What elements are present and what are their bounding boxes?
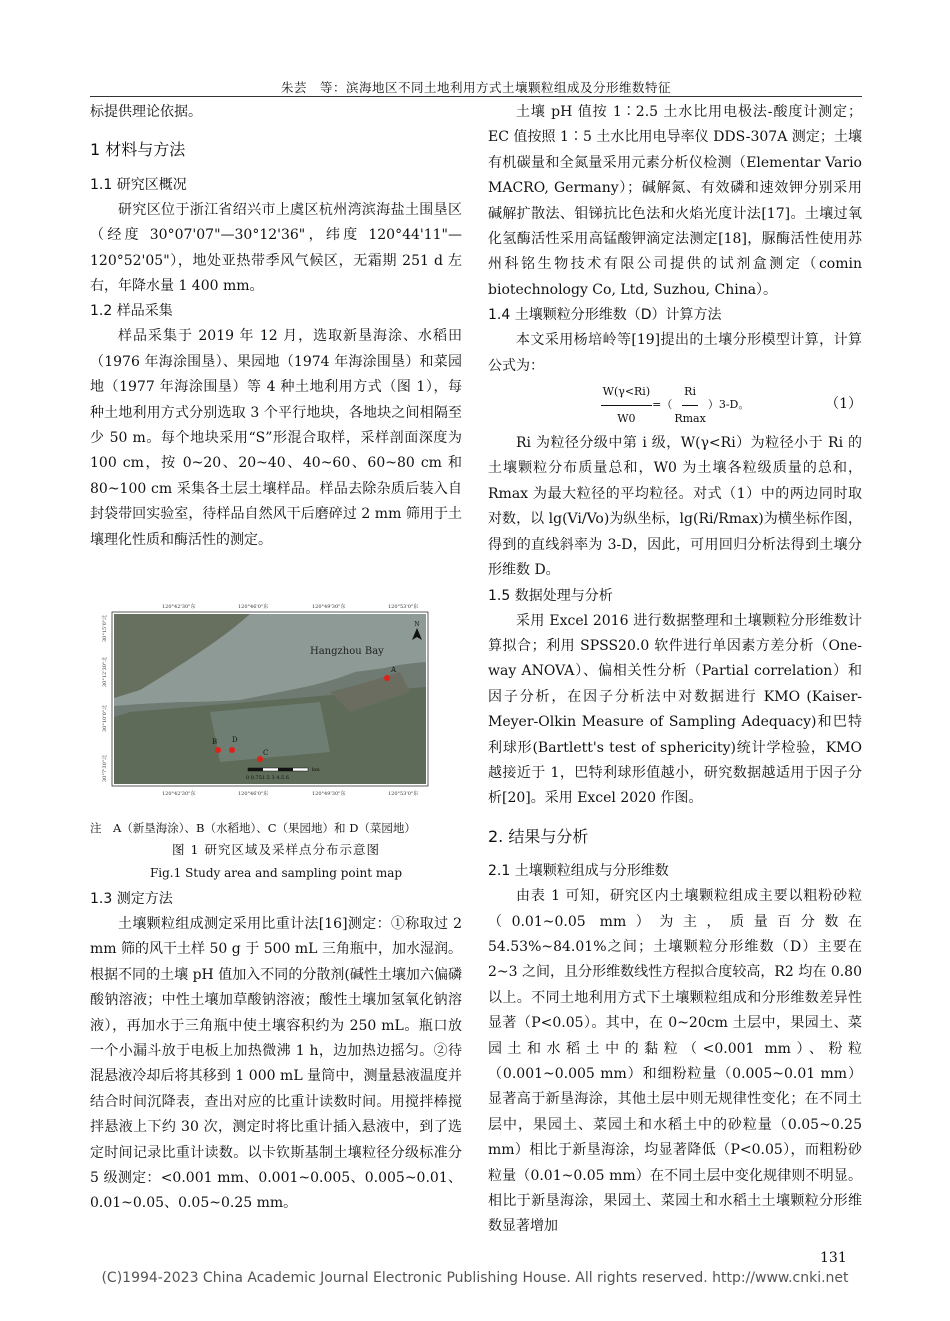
copyright-footer: (C)1994-2023 China Academic Journal Electronic Publishing House. All rights reserved. http://www.cnki.net: [101, 1270, 849, 1286]
fraction-left: [601, 379, 652, 431]
exponent: ）3-D。: [707, 398, 750, 412]
map-bottom-tick: 120°42'30"东: [162, 791, 196, 797]
fraction-denominator: Rmax: [674, 411, 706, 425]
north-label: N: [414, 621, 420, 628]
section-heading-2-1: 2.1 土壤颗粒组成与分形维数: [488, 863, 669, 880]
paragraph-study-area: 研究区位于浙江省绍兴市上虞区杭州湾滨海盐土围垦区（经度 30°07'07"—30°12'36"，纬度 120°44'11"—120°52'05"），地处亚热带季风气候区，无霜期 251 d 左右，年降水量 1 400 mm。: [90, 201, 462, 295]
map-bottom-tick: 120°46'0"东: [238, 791, 269, 797]
equation-number: （1）: [825, 396, 863, 413]
map-top-tick: 120°53'0"东: [388, 604, 419, 610]
figure-caption-en: Fig.1 Study area and sampling point map: [149, 866, 403, 880]
paragraph-methods: 土壤颗粒组成测定采用比重计法[16]测定：①称取过 2 mm 筛的风干土样 50 g 于 500 mL 三角瓶中，加水湿润。根据不同的土壤 pH 值加入不同的分散剂(碱性土壤加六偏磷酸钠溶液；中性土壤加草酸钠溶液；酸性土壤加氢氧化钠溶液），再加水于三角瓶中使土壤容积约为 250 mL。瓶口放一个小漏斗放于电板上加热微沸 1 h，边加热边摇匀。②待混悬液冷却后将其移到 1 000 mL 量筒中，测量悬液温度并结合时间沉降表，查出对应的比重计读数时间。用搅拌棒搅拌悬液上下约 30 次，测定时将比重计插入悬液中，到了选定时间记录比重计读数。以卡钦斯基制土壤粒径分级标准分 5 级测定：<0.001 mm、0.001~0.005、0.005~0.01、0.01~0.05、0.05~0.25 mm。: [90, 916, 462, 1212]
section-heading-1-2: 1.2 样品采集: [90, 303, 173, 320]
map-top-tick: 120°49'30"东: [312, 604, 346, 610]
sampling-point-d: [229, 747, 235, 753]
bay-label: Hangzhou Bay: [310, 646, 384, 657]
paragraph-data-analysis: 采用 Excel 2016 进行数据整理和土壤颗粒分形维数计算拟合；利用 SPSS20.0 软件进行单因素方差分析（One-way ANOVA）、偏相关性分析（Partial correlation）和因子分析，在因子分析法中对数据进行 KMO (Kaiser-Meyer-Olkin Measure of Sampling Adequacy)和巴特利球形(Bartlett's test of sphericity)统计学检验，KMO 越接近于 1，巴特利球形值越小，研究数据越适用于因子分析[20]。采用 Excel 2020 作图。: [488, 612, 862, 807]
paragraph-intro-tail: 标提供理论依据。: [90, 104, 202, 120]
map-bottom-tick: 120°49'30"东: [312, 791, 346, 797]
section-heading-2: 2. 结果与分析: [488, 826, 589, 846]
equation-1: [488, 379, 862, 431]
paragraph-fractal-intro: 本文采用杨培岭等[19]提出的土壤分形模型计算，计算公式为：: [488, 332, 862, 374]
section-heading-1: 1 材料与方法: [90, 140, 186, 160]
sampling-point-a: [384, 675, 390, 681]
section-heading-1-1: 1.1 研究区概况: [90, 176, 187, 193]
scale-ticks: 0 0.751.5 3 4.5 6: [246, 775, 289, 781]
figure-note: 注 A（新垦海涂）、B（水稻地）、C（果园地）和 D（菜园地）: [90, 821, 416, 835]
paragraph-fractal-explain: Ri 为粒径分级中第 i 级，W(γ<Ri）为粒径小于 Ri 的土壤颗粒分布质量总和，W0 为土壤各粒级质量的总和，Rmax 为最大粒径的平均粒径。对式（1）中的两边同时取对数，以 lg(Vi/Vo)为纵坐标，lg(Ri/Rmax)为横坐标作图，得到的直线斜率为 3-D，因此，可用回归分析法得到土壤分形维数 D。: [488, 435, 862, 579]
study-area-map: [100, 602, 440, 797]
fraction-numerator: W(γ<Ri): [601, 379, 652, 405]
sampling-label-b: B: [212, 738, 218, 746]
paragraph-sampling: 样品采集于 2019 年 12 月，选取新垦海涂、水稻田（1976 年海涂围垦）、果园地（1974 年海涂围垦）和菜园地（1977 年海涂围垦）等 4 种土地利用方式（图 1），每种土地利用方式分别选取 3 个平行地块，各地块之间相隔至少 50 m。每个地块采用“S”形混合取样，采样剖面深度为 100 cm，按 0~20、20~40、40~60、60~80 cm 和 80~100 cm 采集各土层土壤样品。样品去除杂质后装入自封袋带回实验室，待样品自然风干后磨碎过 2 mm 筛用于土壤理化性质和酶活性的测定。: [90, 328, 462, 548]
right-column: [488, 100, 862, 1240]
equals-sign: =（: [652, 398, 673, 412]
scale-unit: km: [312, 767, 320, 773]
paragraph-measurements: 土壤 pH 值按 1∶2.5 土水比用电极法-酸度计测定；EC 值按照 1∶5 土水比用电导率仪 DDS-307A 测定；土壤有机碳量和全氮量采用元素分析仪检测（Elementar Vario MACRO, Germany）；碱解氮、有效磷和速效钾分别采用碱解扩散法、钼锑抗比色法和火焰光度计法[17]。土壤过氧化氢酶活性采用高锰酸钾滴定法测定[18]，脲酶活性使用苏州科铭生物技术有限公司提供的试剂盒测定（comin biotechnology Co, Ltd, Suzhou, China）。: [488, 104, 862, 298]
map-left-tick: 30°12'30"北: [102, 656, 108, 687]
section-heading-1-4: 1.4 土壤颗粒分形维数（D）计算方法: [488, 307, 722, 324]
fraction-numerator: Ri: [682, 379, 698, 405]
map-left-tick: 30°15'0"北: [102, 614, 108, 642]
paragraph-results: 由表 1 可知，研究区内土壤颗粒组成主要以粗粉砂粒（0.01~0.05 mm）为主，质量百分数在 54.53%~84.01%之间；土壤颗粒分形维数（D）主要在 2~3 之间，且分形维数线性方程拟合度较高，R2 均在 0.80 以上。不同土地利用方式下土壤颗粒组成和分形维数差异性显著（P<0.05）。其中，在 0~20cm 土层中，果园土、菜园土和水稻土中的黏粒（<0.001 mm）、粉粒（0.001~0.005 mm）和细粉粒量（0.005~0.01 mm）显著高于新垦海涂，其他土层中则无规律性变化；在不同土层中，果园土、菜园土和水稻土中的砂粒量（0.05~0.25 mm）相比于新垦海涂，均显著降低（P<0.05），而粗粉砂粒量（0.01~0.05 mm）在不同土层中变化规律则不明显。相比于新垦海涂，果园土、菜园土和水稻土土壤颗粒分形维数显著增加: [488, 888, 862, 1235]
sampling-label-c: C: [263, 749, 269, 757]
fraction-right: [672, 379, 707, 431]
running-header: 朱芸 等：滨海地区不同土地利用方式土壤颗粒组成及分形维数特征: [280, 80, 671, 95]
page-number: 131: [820, 1250, 847, 1266]
section-heading-1-3: 1.3 测定方法: [90, 891, 173, 907]
section-heading-1-5: 1.5 数据处理与分析: [488, 587, 613, 604]
map-top-tick: 120°46'0"东: [238, 604, 269, 610]
map-bottom-tick: 120°53'0"东: [388, 791, 419, 797]
sampling-label-d: D: [232, 736, 238, 744]
aquaculture-ponds: [210, 702, 330, 762]
figure-caption-cn: 图 1 研究区域及采样点分布示意图: [172, 842, 380, 857]
fraction-denominator: W0: [617, 411, 636, 425]
map-left-tick: 30°10'0"北: [102, 704, 108, 732]
left-column-lower: [90, 887, 462, 1217]
left-column: [90, 100, 462, 553]
map-top-tick: 120°42'30"东: [162, 604, 196, 610]
sampling-point-b: [215, 747, 221, 753]
map-left-tick: 30°7'30"北: [102, 754, 108, 782]
sampling-label-a: A: [391, 666, 397, 674]
header-rule: [90, 96, 862, 97]
